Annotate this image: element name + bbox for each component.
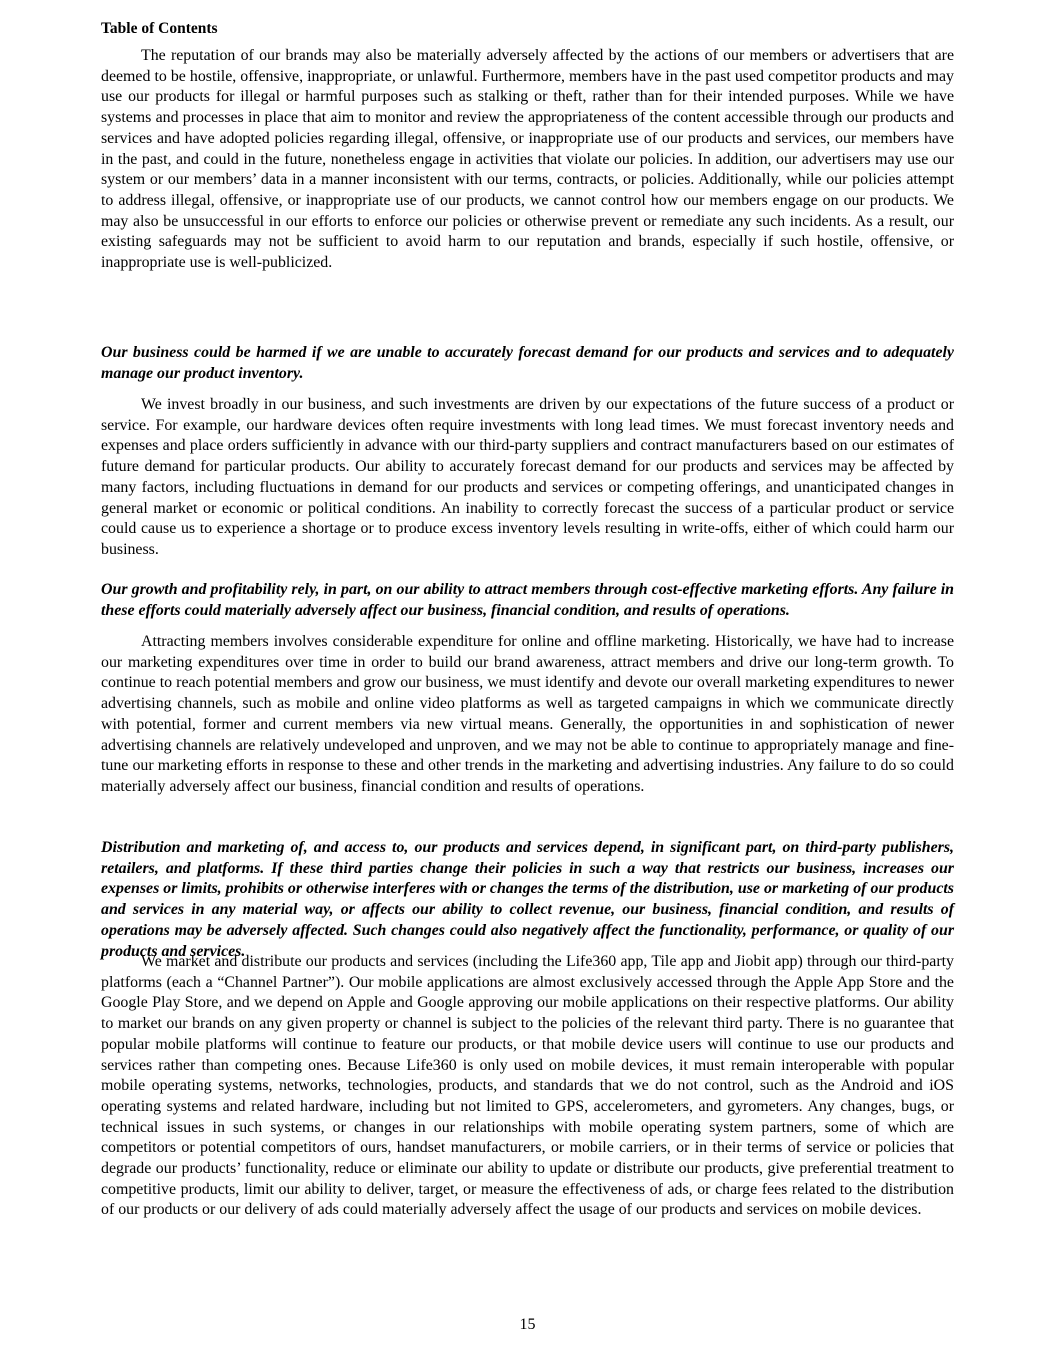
paragraph-forecast-demand: We invest broadly in our business, and such investments are driven by our expectations of the future success of a product or service. For example, our hardware devices often require investments with long lead times. We must forecast inventory needs and expenses and place orders sufficiently in advance with our third-party suppliers and contract manufacturers based on our estimates of future demand for particular products. Our ability to accurately forecast demand for our products and services may be affected by many factors, including fluctuations in demand for our products and services or competing offerings, and unanticipated changes in general market or economic or political conditions. An inability to correctly forecast the success of a particular product or service could cause us to experience a shortage or to produce excess inventory levels resulting in write-offs, either of which could harm our business. [101, 396, 954, 558]
paragraph-marketing-efforts: Attracting members involves considerable expenditure for online and offline marketing. Historically, we have had to increase our marketing expenditures over time in order to build our brand awareness, attract members and drive our long-term growth. To continue to reach potential members and grow our business, we must identify and devote our overall marketing expenditures to newer advertising channels, such as mobile and online video platforms as well as targeted campaigns in which we communicate directly with potential, former and current members via new virtual means. Generally, the opportunities in and sophistication of newer advertising channels are relatively undeveloped and unproven, and we may not be able to continue to appropriately manage and fine-tune our marketing efforts in response to these and other trends in the marketing and advertising industries. Any failure to do so could materially adversely affect our business, financial condition and results of operations. [101, 633, 954, 795]
heading-forecast-demand: Our business could be harmed if we are unable to accurately forecast demand for our products and services and to adequately manage our product inventory. [101, 344, 954, 382]
page-number: 15 [519, 1316, 536, 1333]
table-of-contents-link[interactable]: Table of Contents [101, 20, 218, 37]
heading-third-party-distribution: Distribution and marketing of, and access to, our products and services depend, in significant part, on third-party publishers, retailers, and platforms. If these third parties change their policies in such a way that restricts our business, increases our expenses or limits, prohibits or otherwise interferes with or changes the terms of the distribution, use or marketing of our products and services in any material way, or affects our ability to collect revenue, our business, financial condition, and results of operations may be adversely affected. Such changes could also negatively affect the functionality, performance, or quality of our products and services. [101, 839, 954, 960]
paragraph-third-party-distribution: We market and distribute our products and services (including the Life360 app, Tile app and Jiobit app) through our third-party platforms (each a “Channel Partner”). Our mobile applications are almost exclusively accessed through the Apple App Store and the Google Play Store, and we depend on Apple and Google approving our mobile applications on their respective platforms. Our ability to market our brands on any given property or channel is subject to the policies of the relevant third party. There is no guarantee that popular mobile platforms will continue to feature our products, or that mobile device users will continue to use our products and services rather than competing ones. Because Life360 is only used on mobile devices, it must remain interoperable with popular mobile operating systems, networks, technologies, products, and standards that we do not control, such as the Android and iOS operating systems and related hardware, including but not limited to GPS, accelerometers, and gyrometers. Any changes, bugs, or technical issues in such systems, or changes in our relationships with mobile operating system partners, some of which are competitors or potential competitors of ours, handset manufacturers, or mobile carriers, or in their terms of service or policies that degrade our products’ functionality, reduce or eliminate our ability to update or distribute our products, give preferential treatment to competitive products, limit our ability to deliver, target, or measure the effectiveness of ads, or charge fees related to the distribution of our products or our delivery of ads could materially adversely affect the usage of our products and services on mobile devices. [101, 953, 954, 1219]
paragraph-reputation: The reputation of our brands may also be materially adversely affected by the actions of our members or advertisers that are deemed to be hostile, offensive, inappropriate, or unlawful. Furthermore, members have in the past used competitor products and may use our products for illegal or harmful purposes such as stalking or theft, rather than for their intended purposes. While we have systems and processes in place that aim to monitor and review the appropriateness of the content accessible through our products and services and have adopted policies regarding illegal, offensive, or inappropriate use of our products and services, our members have in the past, and could in the future, nonetheless engage in activities that violate our policies. In addition, our advertisers may use our system or our members’ data in a manner inconsistent with our terms, contracts, or policies. Additionally, while our policies attempt to address illegal, offensive, or inappropriate use of our products, we cannot control how our members engage on our products. We may also be unsuccessful in our efforts to enforce our policies or otherwise prevent or remediate any such incidents. As a result, our existing safeguards may not be sufficient to avoid harm to our reputation and brands, especially if such hostile, offensive, or inappropriate use is well-publicized. [101, 47, 954, 272]
heading-marketing-efforts: Our growth and profitability rely, in part, on our ability to attract members through cost-effective marketing efforts. Any failure in these efforts could materially adversely affect our business, financial condition, and results of operations. [101, 581, 954, 619]
